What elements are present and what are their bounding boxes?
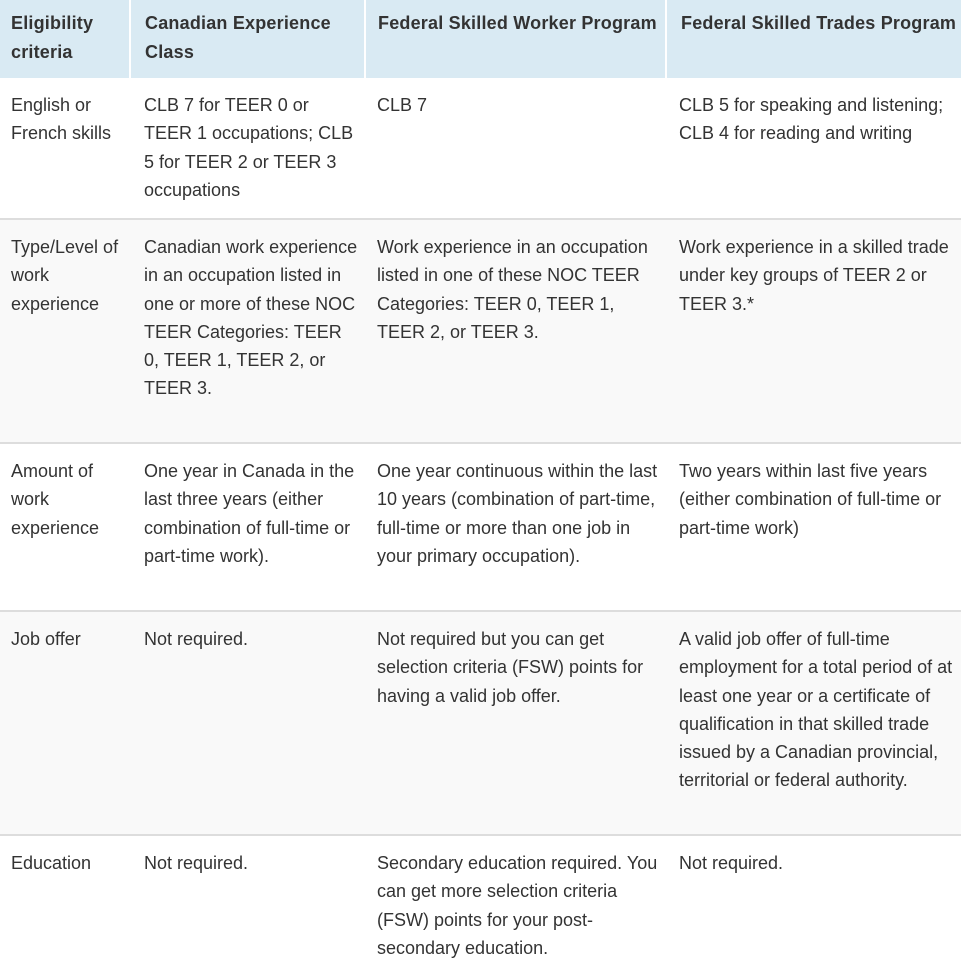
header-federal-skilled-trades: Federal Skilled Trades Program	[666, 0, 961, 78]
cec-cell: Not required.	[130, 835, 365, 975]
table-row	[0, 219, 961, 443]
cec-cell: CLB 7 for TEER 0 or TEER 1 occupations; CLB 5 for TEER 2 or TEER 3 occupations	[130, 78, 365, 219]
criterion-cell: Amount of work experience	[0, 443, 130, 611]
fsw-cell: Not required but you can get selection criteria (FSW) points for having a valid job offer.	[365, 611, 666, 835]
table-body	[0, 78, 961, 975]
header-row	[0, 0, 961, 78]
cec-cell: Canadian work experience in an occupation listed in one or more of these NOC TEER Categories: TEER 0, TEER 1, TEER 2, or TEER 3.	[130, 219, 365, 443]
table-header	[0, 0, 961, 78]
fsw-cell: CLB 7	[365, 78, 666, 219]
cec-cell: Not required.	[130, 611, 365, 835]
fst-cell: Two years within last five years (either combination of full-time or part-time work)	[666, 443, 961, 611]
header-eligibility-criteria: Eligibility criteria	[0, 0, 130, 78]
fst-cell: A valid job offer of full-time employment for a total period of at least one year or a certificate of qualification in that skilled trade issued by a Canadian provincial, territorial or federal authority.	[666, 611, 961, 835]
table-row	[0, 611, 961, 835]
criterion-cell: Type/Level of work experience	[0, 219, 130, 443]
criterion-cell: Job offer	[0, 611, 130, 835]
criterion-cell: Education	[0, 835, 130, 975]
fsw-cell: Work experience in an occupation listed in one of these NOC TEER Categories: TEER 0, TEER 1, TEER 2, or TEER 3.	[365, 219, 666, 443]
fst-cell: CLB 5 for speaking and listening; CLB 4 for reading and writing	[666, 78, 961, 219]
header-federal-skilled-worker: Federal Skilled Worker Program	[365, 0, 666, 78]
fst-cell: Not required.	[666, 835, 961, 975]
table-row	[0, 443, 961, 611]
criterion-cell: English or French skills	[0, 78, 130, 219]
table-row	[0, 835, 961, 975]
table-row	[0, 78, 961, 219]
header-canadian-experience-class: Canadian Experience Class	[130, 0, 365, 78]
fsw-cell: Secondary education required. You can get more selection criteria (FSW) points for your post-secondary education.	[365, 835, 666, 975]
cec-cell: One year in Canada in the last three years (either combination of full-time or part-time work).	[130, 443, 365, 611]
fsw-cell: One year continuous within the last 10 years (combination of part-time, full-time or more than one job in your primary occupation).	[365, 443, 666, 611]
fst-cell: Work experience in a skilled trade under key groups of TEER 2 or TEER 3.*	[666, 219, 961, 443]
